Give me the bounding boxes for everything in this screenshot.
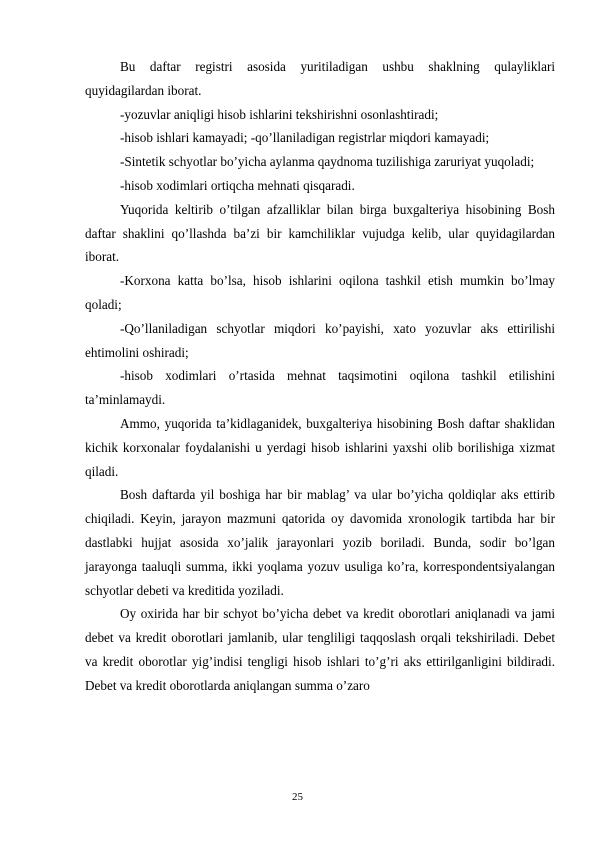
- page-number: 25: [292, 791, 303, 803]
- paragraph-disadvantages-intro: Yuqorida keltirib o’tilgan afzalliklar bilan birga buxgalteriya hisobining Bosh daftar shaklini qo’llashda ba’zi bir kamchiliklar vujudga kelib, ular quyidagilardan iborat.: [85, 201, 555, 265]
- paragraph-general-ledger-entries: Bosh daftarda yil boshiga har bir mablag’ va ular bo’yicha qoldiqlar aks ettirib chiqiladi. Keyin, jarayon mazmuni qatorida oy davomida xronologik tartibda har bir dastlabki hujjat asosida xo’jalik jarayonlari yozib boriladi. Bunda, sodir bo’lgan jarayonga taaluqli summa, ikki yoqlama yozuv usuliga ko’ra, korrespondentsiyalangan schyotlar debeti va kreditida yoziladi.: [85, 487, 555, 598]
- paragraph-disadvantage-division-of-labor: -hisob xodimlari o’rtasida mehnat taqsimotini oqilona tashkil etilishini ta’minlamaydi.: [85, 368, 555, 408]
- page-body: [85, 55, 555, 698]
- paragraph-advantages-intro: Bu daftar registri asosida yuritiladigan ushbu shaklning qulayliklari quyidagilardan iborat.: [85, 59, 555, 98]
- paragraph-small-enterprises: Ammo, yuqorida ta’kidlaganidek, buxgalteriya hisobining Bosh daftar shaklidan kichik korxonalar foydalanishi u yerdagi hisob ishlarini yaxshi olib borilishiga xizmat qiladi.: [85, 415, 555, 479]
- paragraph-month-end-turnover: Oy oxirida har bir schyot bo’yicha debet va kredit oborotlari aniqlanadi va jami debet va kredit oborotlari jamlanib, ular tengliligi taqqoslash orqali tekshiriladi. Debet va kredit oborotlar yig’indisi tengligi hisob ishlari to’g’ri aks ettirilganligini bildiradi. Debet va kredit oborotlarda aniqlangan summa o’zaro: [85, 606, 555, 693]
- paragraph-advantage-labor: -hisob xodimlari ortiqcha mehnati qisqaradi.: [120, 177, 355, 193]
- paragraph-disadvantage-errors: -Qo’llaniladigan schyotlar miqdori ko’payishi, xato yozuvlar aks ettirilishi ehtimolini oshiradi;: [85, 320, 555, 360]
- paragraph-advantage-accuracy: -yozuvlar aniqligi hisob ishlarini tekshirishni osonlashtiradi;: [120, 106, 439, 122]
- paragraph-advantage-synthetic-accounts: -Sintetik schyotlar bo’yicha aylanma qaydnoma tuzilishiga zaruriyat yuqoladi;: [120, 154, 535, 170]
- paragraph-disadvantage-large-enterprise: -Korxona katta bo’lsa, hisob ishlarini oqilona tashkil etish mumkin bo’lmay qoladi;: [85, 273, 555, 312]
- paragraph-advantage-workload: -hisob ishlari kamayadi; -qo’llaniladigan registrlar miqdori kamayadi;: [120, 130, 490, 146]
